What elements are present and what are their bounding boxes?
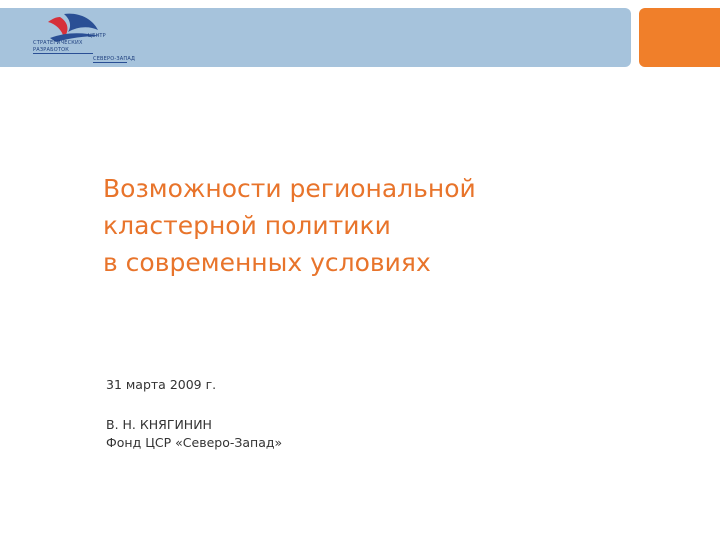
logo-text-line3: РАЗРАБОТОК xyxy=(33,47,69,53)
header-accent-block xyxy=(639,8,720,67)
presentation-date: 31 марта 2009 г. xyxy=(106,377,217,392)
slide-title xyxy=(103,170,663,281)
title-line-2: кластерной политики xyxy=(103,211,391,240)
logo-text-line1: ЦЕНТР xyxy=(88,33,106,39)
logo xyxy=(20,10,136,64)
title-line-1: Возможности региональной xyxy=(103,174,476,203)
author-block xyxy=(106,416,282,452)
logo-text-line2: СТРАТЕГИЧЕСКИХ xyxy=(33,40,83,46)
author-organization: Фонд ЦСР «Северо-Запад» xyxy=(106,435,283,450)
title-line-3: в современных условиях xyxy=(103,248,431,277)
author-name: В. Н. КНЯГИНИН xyxy=(106,417,212,432)
logo-text-line4: СЕВЕРО-ЗАПАД xyxy=(93,56,136,62)
